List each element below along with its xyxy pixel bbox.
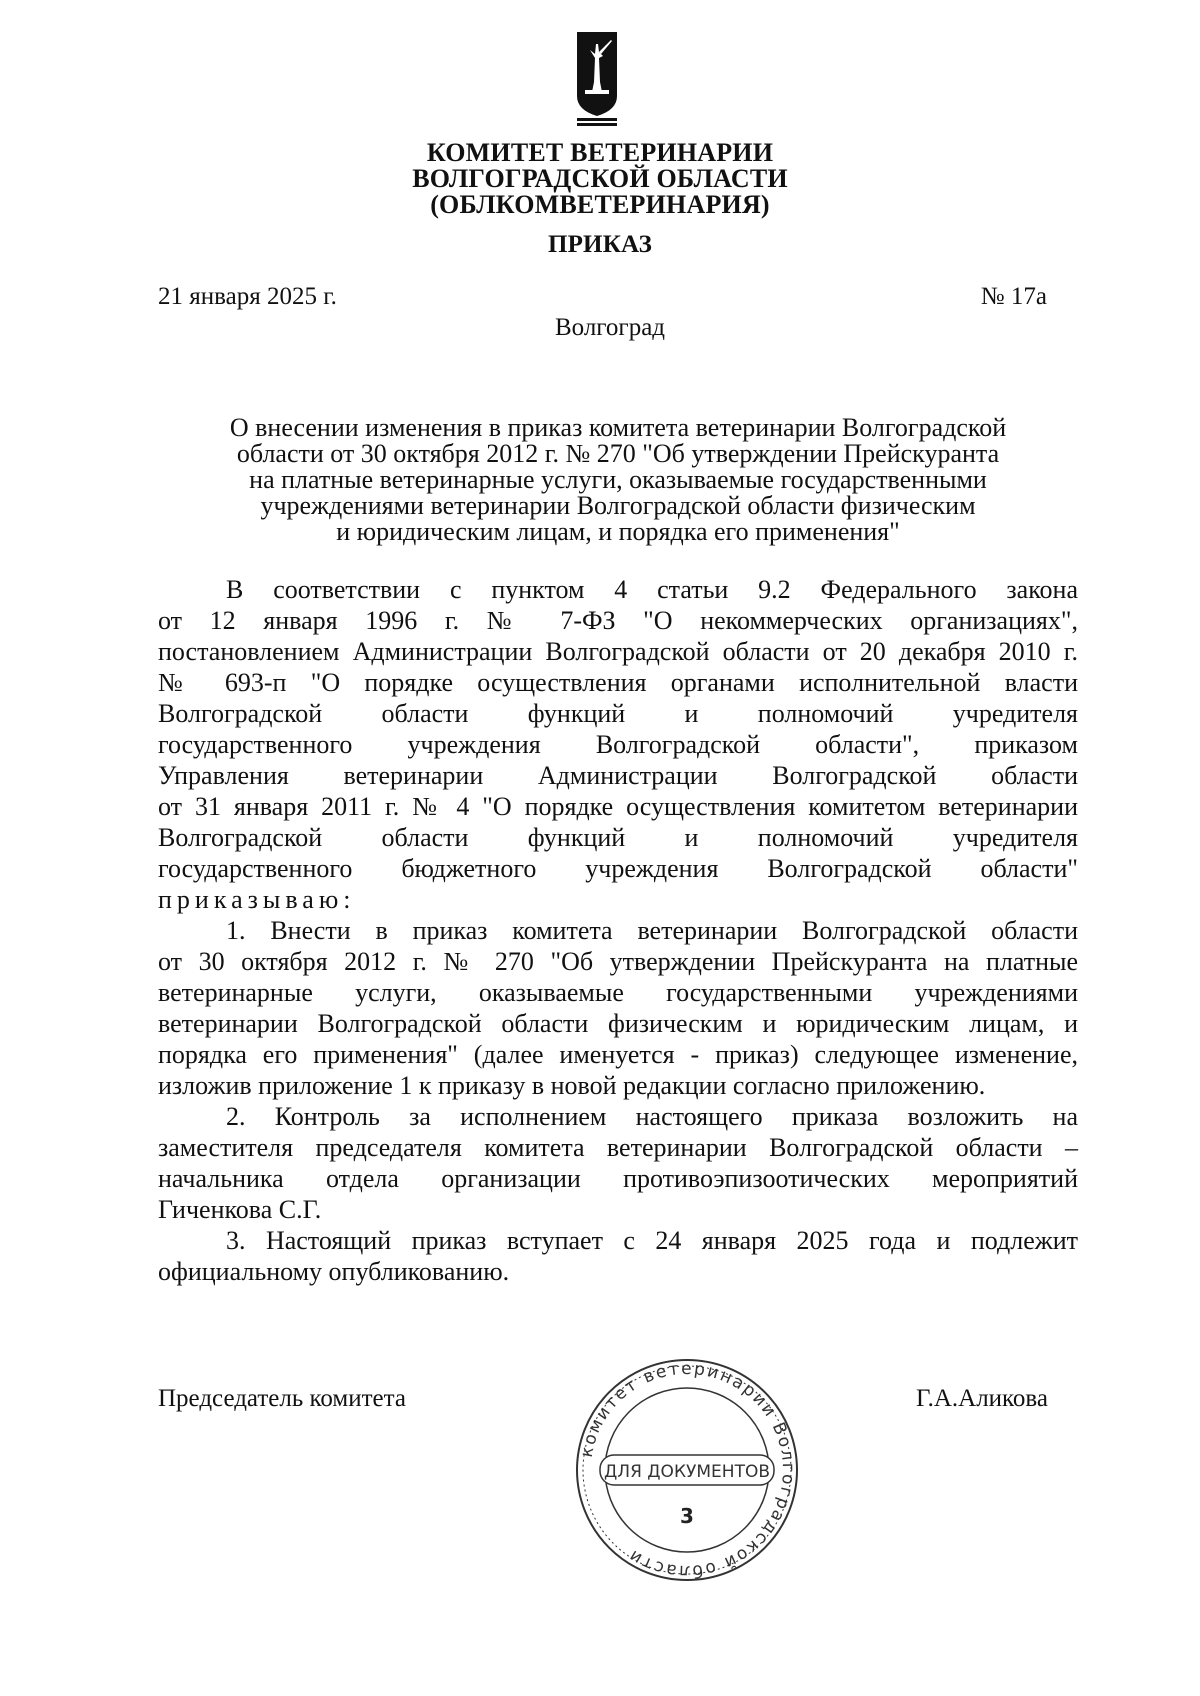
preamble-line: государственного учреждения Волгоградской области", приказом	[158, 730, 1078, 759]
item1-line: от 30 октября 2012 г. № 270 "Об утверждении Прейскуранта на платные	[158, 947, 1078, 976]
item2-line: заместителя председателя комитета ветеринарии Волгоградской области –	[158, 1133, 1078, 1162]
order-word: приказываю:	[158, 885, 356, 914]
subject-line: и юридическим лицам, и порядка его применения"	[336, 517, 900, 546]
preamble-line: Волгоградской области функций и полномочий учредителя	[158, 823, 1078, 852]
item3-line: 3. Настоящий приказ вступает с 24 января 2025 года и подлежит	[226, 1226, 1078, 1255]
preamble-line: от 12 января 1996 г. № 7-ФЗ "О некоммерческих организациях",	[158, 606, 1078, 635]
document-date: 21 января 2025 г.	[158, 283, 337, 310]
item2-line: 2. Контроль за исполнением настоящего приказа возложить на	[226, 1102, 1078, 1131]
signatory-name: Г.А.Аликова	[915, 1385, 1048, 1412]
coat-of-arms-emblem	[575, 30, 619, 130]
org-abbreviation: (ОБЛКОМВЕТЕРИНАРИЯ)	[430, 190, 770, 219]
org-name-line1: КОМИТЕТ ВЕТЕРИНАРИИ	[426, 138, 774, 167]
preamble-line: № 693-п "О порядке осуществления органами исполнительной власти	[158, 668, 1078, 697]
document-number: № 17а	[980, 283, 1047, 310]
document-subject	[158, 415, 1078, 545]
preamble-line: государственного бюджетного учреждения Волгоградской области"	[158, 854, 1078, 883]
item1-line: 1. Внести в приказ комитета ветеринарии Волгоградской области	[226, 916, 1078, 945]
item1-line: ветеринарии Волгоградской области физическим и юридическим лицам, и	[158, 1009, 1078, 1038]
item1-line: ветеринарные услуги, оказываемые государственными учреждениями	[158, 978, 1078, 1007]
stamp-number: 3	[680, 1504, 694, 1528]
preamble-line: В соответствии с пунктом 4 статьи 9.2 Федерального закона	[226, 575, 1078, 604]
subject-line: учреждениями ветеринарии Волгоградской области физическим	[260, 491, 976, 520]
stamp-inner-text: ДЛЯ ДОКУМЕНТОВ	[604, 1462, 770, 1482]
item3-line: официальному опубликованию.	[158, 1257, 510, 1286]
org-name-line2: ВОЛГОГРАДСКОЙ ОБЛАСТИ	[412, 164, 788, 193]
subject-line: области от 30 октября 2012 г. № 270 "Об утверждении Прейскуранта	[236, 439, 1000, 468]
subject-line: О внесении изменения в приказ комитета ветеринарии Волгоградской	[229, 413, 1007, 442]
item1-line: изложив приложение 1 к приказу в новой редакции согласно приложению.	[158, 1071, 986, 1100]
preamble-line: постановлением Администрации Волгоградской области от 20 декабря 2010 г.	[158, 637, 1078, 666]
preamble-line: Управления ветеринарии Администрации Волгоградской области	[158, 761, 1078, 790]
document-city: Волгоград	[554, 314, 666, 341]
preamble-line: от 31 января 2011 г. № 4 "О порядке осуществления комитетом ветеринарии	[158, 792, 1078, 821]
item2-line: начальника отдела организации противоэпизоотических мероприятий	[158, 1164, 1078, 1193]
item1-line: порядка его применения" (далее именуется - приказ) следующее изменение,	[158, 1040, 1078, 1069]
item2-line: Гиченкова С.Г.	[158, 1195, 322, 1224]
document-body	[158, 574, 1078, 1287]
preamble-line: Волгоградской области функций и полномочий учредителя	[158, 699, 1078, 728]
stamp-outer-text: комитет ветеринарии Волгоградской области	[576, 1358, 799, 1582]
official-stamp	[572, 1355, 802, 1585]
document-type: ПРИКАЗ	[547, 231, 653, 258]
signatory-position: Председатель комитета	[158, 1385, 406, 1412]
subject-line: на платные ветеринарные услуги, оказываемые государственными	[249, 465, 987, 494]
